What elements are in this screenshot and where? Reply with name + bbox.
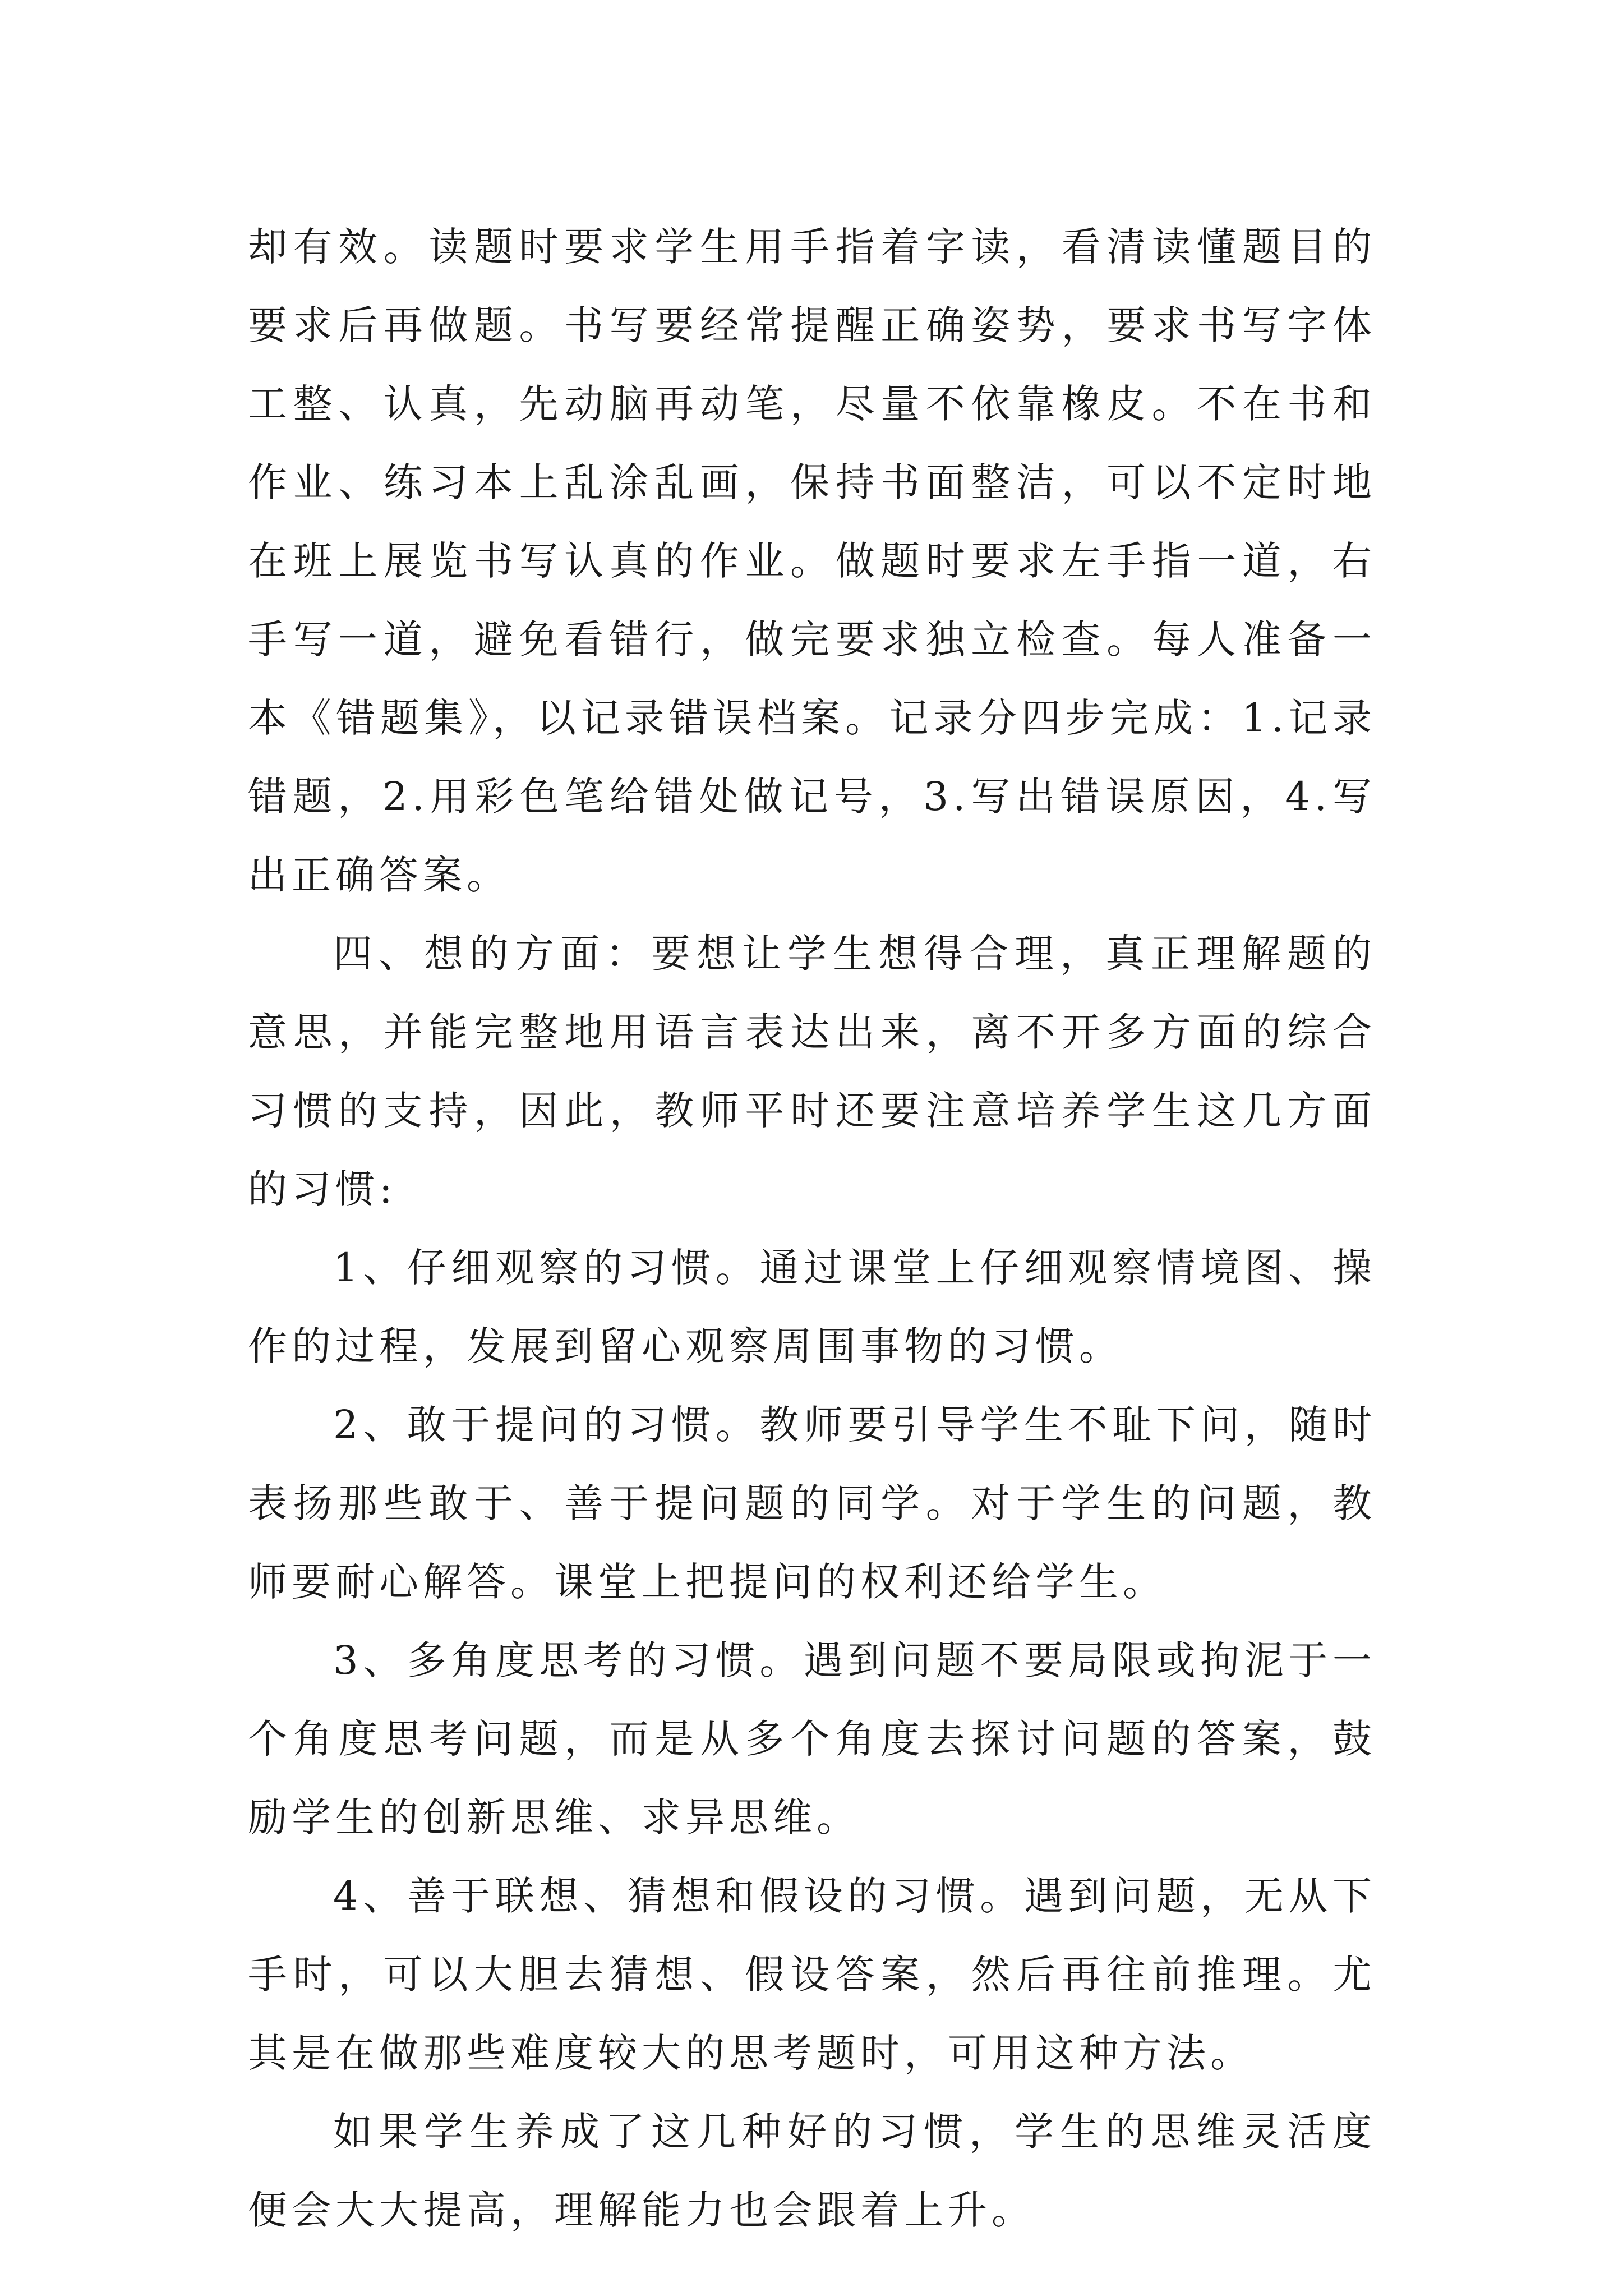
paragraph-thinking-habits-intro: 四、想的方面：要想让学生想得合理，真正理解题的意思，并能完整地用语言表达出来，离不开多方面的综合习惯的支持，因此，教师平时还要注意培养学生这几方面的习惯: [248, 931, 1376, 1212]
paragraph-conjecture-habit: 4、善于联想、猜想和假设的习惯。遇到问题，无从下手时，可以大胆去猜想、假设答案，然后再往前推理。尤其是在做那些难度较大的思考题时，可用这种方法。 [248, 1873, 1376, 2076]
paragraph-questioning-habit: 2、敢于提问的习惯。教师要引导学生不耻下问，随时表扬那些敢于、善于提问题的同学。对于学生的问题，教师要耐心解答。课堂上把提问的权利还给学生。 [248, 1402, 1376, 1605]
paragraph-writing-habits: 却有效。读题时要求学生用手指着字读，看清读懂题目的要求后再做题。书写要经常提醒正确姿势，要求书写字体工整、认真，先动脑再动笔，尽量不依靠橡皮。不在书和作业、练习本上乱涂乱画，保持书面整洁，可以不定时地在班上展览书写认真的作业。做题时要求左手指一道，右手写一道，避免看错行，做完要求独立检查。每人准备一本《错题集》，以记录错误档案。记录分四步完成：1.记录错题，2.用彩色笔给错处做记号，3.写出错误原因，4.写出正确答案。 [248, 224, 1376, 898]
paragraph-observation-habit: 1、仔细观察的习惯。通过课堂上仔细观察情境图、操作的过程，发展到留心观察周围事物的习惯。 [248, 1245, 1376, 1369]
paragraph-conclusion: 如果学生养成了这几种好的习惯，学生的思维灵活度便会大大提高，理解能力也会跟着上升。 [248, 2109, 1376, 2233]
paragraph-multi-angle-thinking-habit: 3、多角度思考的习惯。遇到问题不要局限或拘泥于一个角度思考问题，而是从多个角度去探讨问题的答案，鼓励学生的创新思维、求异思维。 [248, 1637, 1376, 1841]
document-body [248, 208, 1376, 2249]
